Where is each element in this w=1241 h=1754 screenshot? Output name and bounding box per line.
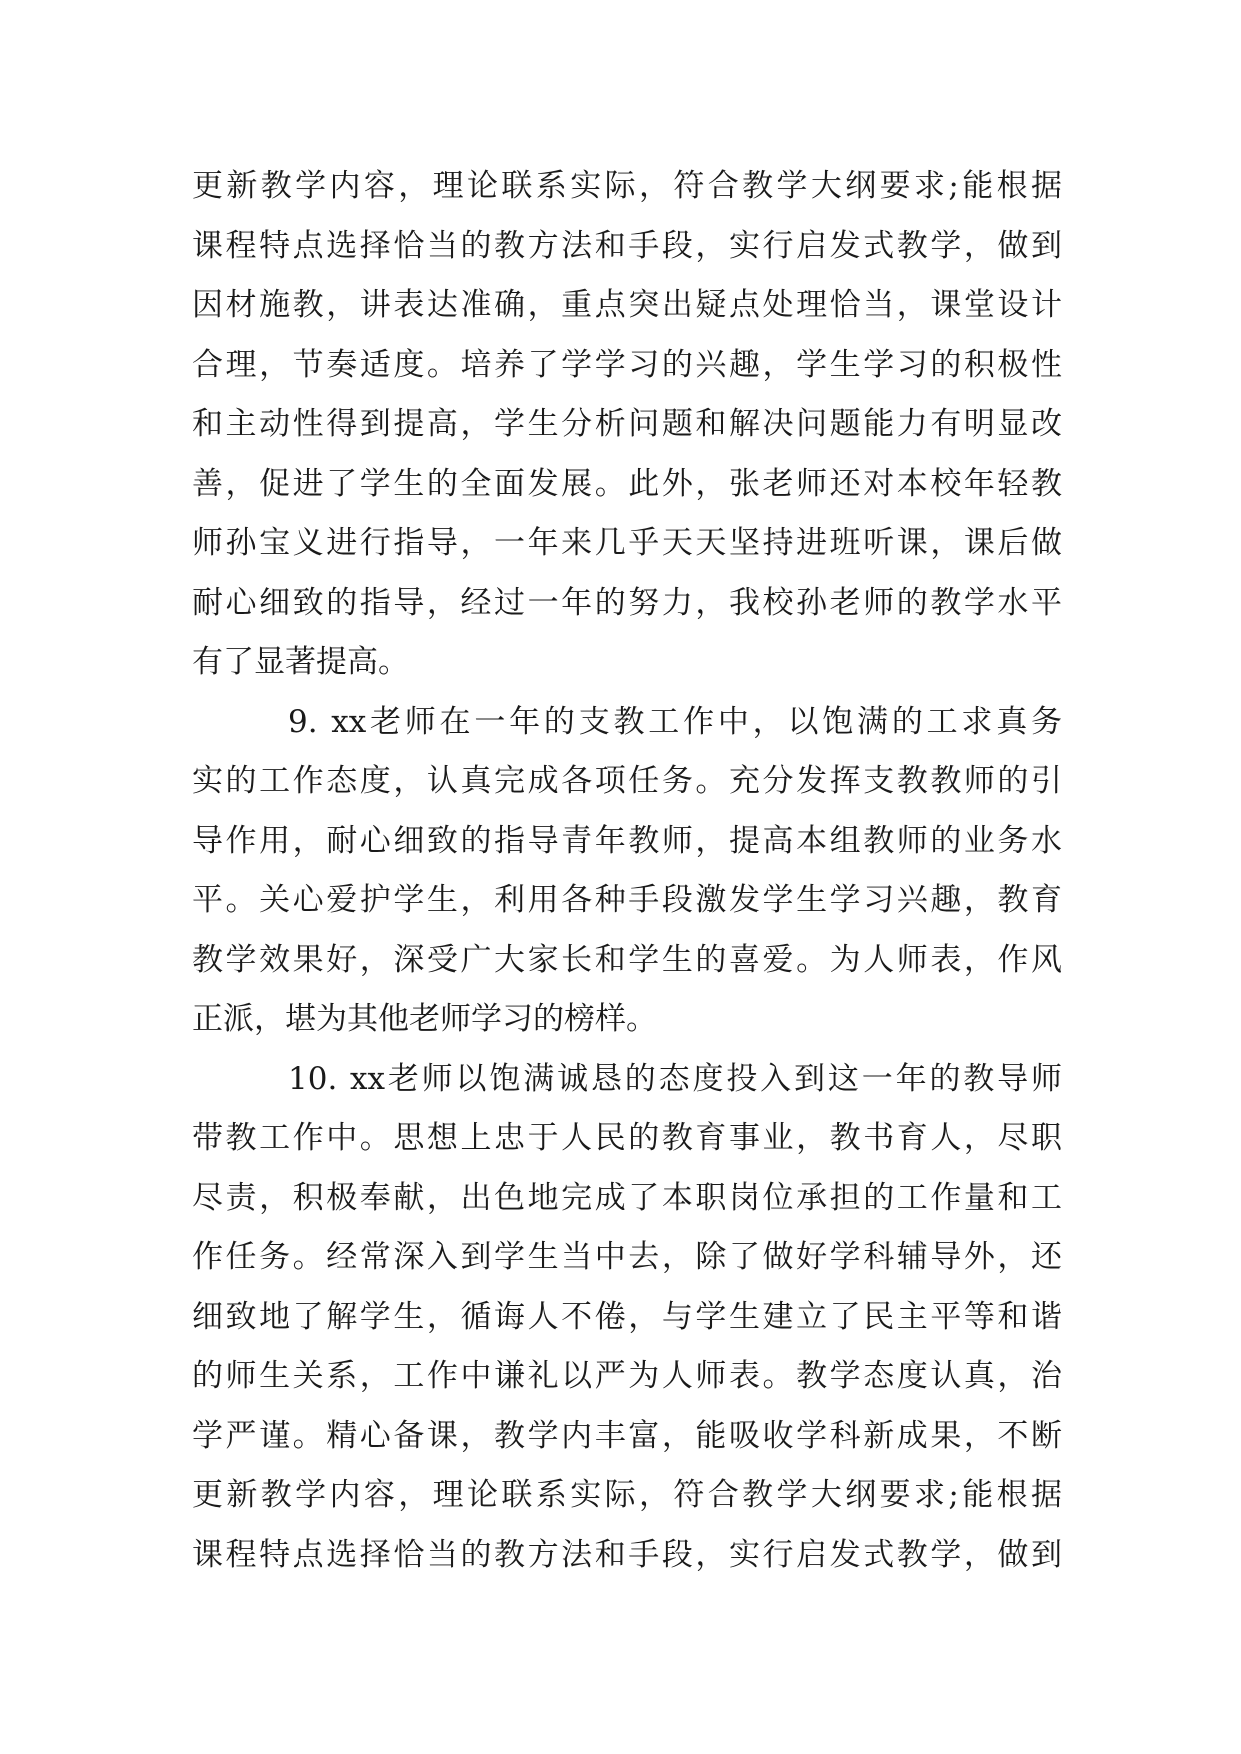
paragraph-continuation — [192, 157, 1062, 693]
text-line: 的师生关系，工作中谦礼以严为人师表。教学态度认真，治 — [192, 1358, 1062, 1394]
text-line: 和主动性得到提高，学生分析问题和解决问题能力有明显改 — [192, 406, 1062, 442]
text-line: 作任务。经常深入到学生当中去，除了做好学科辅导外，还 — [192, 1239, 1062, 1275]
text-line: 耐心细致的指导，经过一年的努力，我校孙老师的教学水平 — [192, 584, 1062, 621]
text-line: 因材施教，讲表达准确，重点突出疑点处理恰当，课堂设计 — [192, 287, 1062, 323]
text-line: 教学效果好，深受广大家长和学生的喜爱。为人师表，作风 — [192, 941, 1062, 978]
text-line: 正派，堪为其他老师学习的榜样。 — [192, 1001, 657, 1037]
text-line: 实的工作态度，认真完成各项任务。充分发挥支教教师的引 — [192, 763, 1062, 799]
text-line: 细致地了解学生，循诲人不倦，与学生建立了民主平等和谐 — [192, 1298, 1062, 1335]
text-line: 平。关心爱护学生，利用各种手段激发学生学习兴趣，教育 — [192, 882, 1062, 918]
paragraph-item-9 — [192, 693, 1062, 1050]
text-line: 更新教学内容，理论联系实际，符合教学大纲要求;能根据 — [192, 1477, 1062, 1513]
text-line: 师孙宝义进行指导，一年来几乎天天坚持进班听课，课后做 — [192, 525, 1062, 561]
paragraph-item-10 — [192, 1050, 1062, 1586]
text-line: 10. xx老师以饱满诚恳的态度投入到这一年的教导师 — [288, 1060, 1062, 1097]
text-line: 课程特点选择恰当的教方法和手段，实行启发式教学，做到 — [192, 227, 1062, 264]
text-line: 学严谨。精心备课，教学内丰富，能吸收学科新成果，不断 — [192, 1417, 1062, 1454]
text-line: 导作用，耐心细致的指导青年教师，提高本组教师的业务水 — [192, 822, 1062, 859]
text-line: 课程特点选择恰当的教方法和手段，实行启发式教学，做到 — [192, 1536, 1062, 1573]
text-line: 有了显著提高。 — [192, 644, 409, 680]
text-line: 带教工作中。思想上忠于人民的教育事业，教书育人，尽职 — [192, 1120, 1062, 1156]
text-line: 更新教学内容，理论联系实际，符合教学大纲要求;能根据 — [192, 168, 1062, 204]
text-line: 合理，节奏适度。培养了学学习的兴趣，学生学习的积极性 — [192, 346, 1062, 383]
text-line: 尽责，积极奉献，出色地完成了本职岗位承担的工作量和工 — [192, 1179, 1062, 1216]
text-line: 9. xx老师在一年的支教工作中，以饱满的工求真务 — [288, 703, 1062, 740]
text-line: 善，促进了学生的全面发展。此外，张老师还对本校年轻教 — [192, 465, 1062, 502]
document-body — [192, 157, 1062, 1585]
